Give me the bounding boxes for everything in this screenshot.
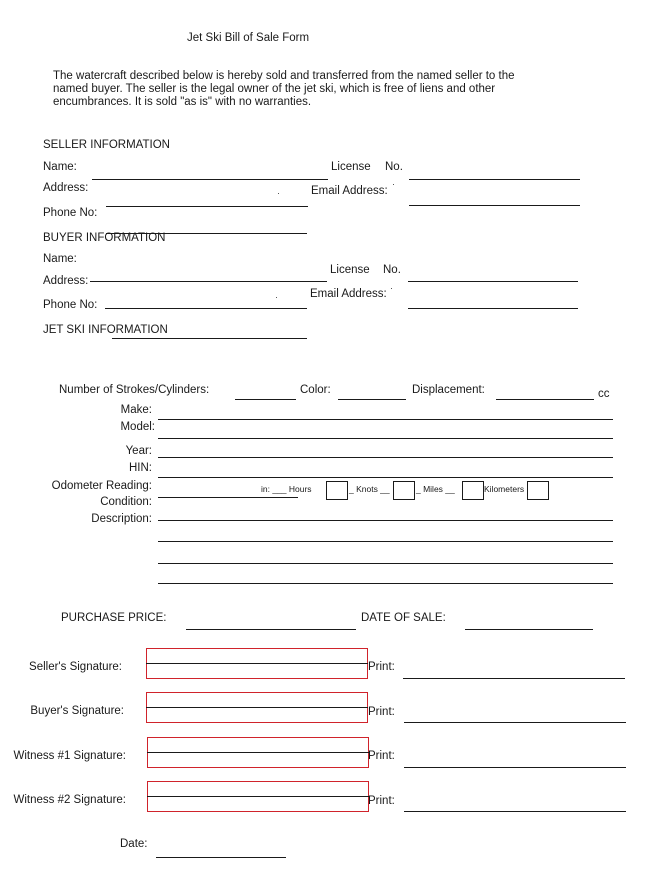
stray-mark: [393, 184, 394, 185]
witness2-signature-label: Witness #2 Signature:: [13, 794, 126, 806]
buyer-address-label: Address:: [43, 275, 89, 287]
witness1-signature-label: Witness #1 Signature:: [13, 750, 126, 762]
date-label: Date:: [120, 838, 148, 850]
buyer-print-label: Print:: [368, 706, 395, 718]
strokes-field[interactable]: [235, 399, 296, 400]
buyer-name-label: Name:: [43, 253, 77, 265]
witness2-print-field[interactable]: [404, 811, 626, 812]
displacement-field[interactable]: [496, 399, 594, 400]
description-line-3[interactable]: [158, 563, 613, 564]
hin-label: HIN:: [129, 462, 152, 474]
year-field[interactable]: [158, 457, 613, 458]
description-line-2[interactable]: [158, 541, 613, 542]
witness2-print-label: Print:: [368, 795, 395, 807]
model-label: Model:: [120, 421, 155, 433]
model-field[interactable]: [158, 438, 613, 439]
color-label: Color:: [300, 384, 331, 396]
seller-print-label: Print:: [368, 661, 395, 673]
purchase-price-label: PURCHASE PRICE:: [61, 612, 167, 624]
seller-address-field[interactable]: [106, 206, 308, 207]
page-title: Jet Ski Bill of Sale Form: [187, 32, 310, 44]
witness1-print-field[interactable]: [404, 767, 626, 768]
jetski-heading-line: [112, 338, 307, 339]
make-label: Make:: [120, 404, 152, 416]
displacement-label: Displacement:: [412, 384, 485, 396]
seller-email-label: Email Address:: [311, 185, 388, 197]
buyer-phone-label: Phone No:: [43, 299, 98, 311]
stray-mark: [391, 288, 392, 289]
seller-signature-line: [146, 663, 368, 664]
make-field[interactable]: [158, 419, 613, 420]
buyer-phone-field[interactable]: [105, 308, 307, 309]
kilometers-checkbox[interactable]: [527, 481, 549, 500]
odometer-label: Odometer Reading:: [51, 480, 152, 492]
date-field[interactable]: [156, 857, 286, 858]
hours-checkbox[interactable]: [326, 481, 348, 500]
witness2-signature-line: [147, 796, 369, 797]
buyer-email-label: Email Address:: [310, 288, 387, 300]
seller-license-no-label: No.: [385, 161, 403, 173]
buyer-license-field[interactable]: [408, 281, 578, 282]
seller-address-label: Address:: [43, 182, 89, 194]
purchase-price-field[interactable]: [186, 629, 356, 630]
hin-field[interactable]: [158, 477, 613, 478]
miles-checkbox[interactable]: [462, 481, 484, 500]
odometer-miles-label: _ Miles __: [416, 484, 455, 494]
description-line-4[interactable]: [158, 583, 613, 584]
buyer-heading: BUYER INFORMATION: [43, 232, 166, 244]
seller-license-field[interactable]: [409, 179, 580, 180]
description-label: Description:: [91, 513, 152, 525]
stray-mark: [276, 297, 277, 298]
buyer-signature-line: [146, 707, 368, 708]
buyer-print-field[interactable]: [404, 722, 626, 723]
witness1-print-label: Print:: [368, 750, 395, 762]
cc-unit-label: cc: [598, 388, 610, 400]
seller-print-field[interactable]: [403, 678, 625, 679]
buyer-signature-label: Buyer's Signature:: [30, 705, 124, 717]
seller-phone-label: Phone No:: [43, 207, 98, 219]
seller-heading: SELLER INFORMATION: [43, 139, 170, 151]
color-field[interactable]: [338, 399, 406, 400]
buyer-license-label: License: [330, 264, 370, 276]
seller-name-label: Name:: [43, 161, 77, 173]
date-of-sale-label: DATE OF SALE:: [361, 612, 446, 624]
seller-signature-label: Seller's Signature:: [29, 661, 122, 673]
jetski-heading: JET SKI INFORMATION: [43, 324, 168, 336]
odometer-field[interactable]: [158, 497, 298, 498]
buyer-name-address-field[interactable]: [90, 281, 327, 282]
knots-checkbox[interactable]: [393, 481, 415, 500]
seller-license-label: License: [331, 161, 371, 173]
strokes-label: Number of Strokes/Cylinders:: [59, 384, 210, 396]
buyer-email-field[interactable]: [408, 308, 578, 309]
seller-email-field[interactable]: [409, 205, 580, 206]
seller-name-field[interactable]: [92, 179, 328, 180]
buyer-license-no-label: No.: [383, 264, 401, 276]
date-of-sale-field[interactable]: [465, 629, 593, 630]
intro-paragraph: The watercraft described below is hereby sold and transferred from the named seller to the named buyer. The seller is the legal owner of the jet ski, which is free of liens and other encumbrances. It is sold "as is" with no warranties.: [53, 70, 515, 108]
odometer-hours-label: in: ___ Hours: [261, 484, 312, 494]
odometer-knots-label: _ Knots __: [349, 484, 390, 494]
odometer-kilometers-label: Kilometers: [484, 484, 525, 494]
witness1-signature-line: [147, 752, 369, 753]
year-label: Year:: [125, 445, 152, 457]
stray-mark: [278, 193, 279, 194]
condition-label: Condition:: [100, 496, 152, 508]
description-line-1[interactable]: [158, 520, 613, 521]
